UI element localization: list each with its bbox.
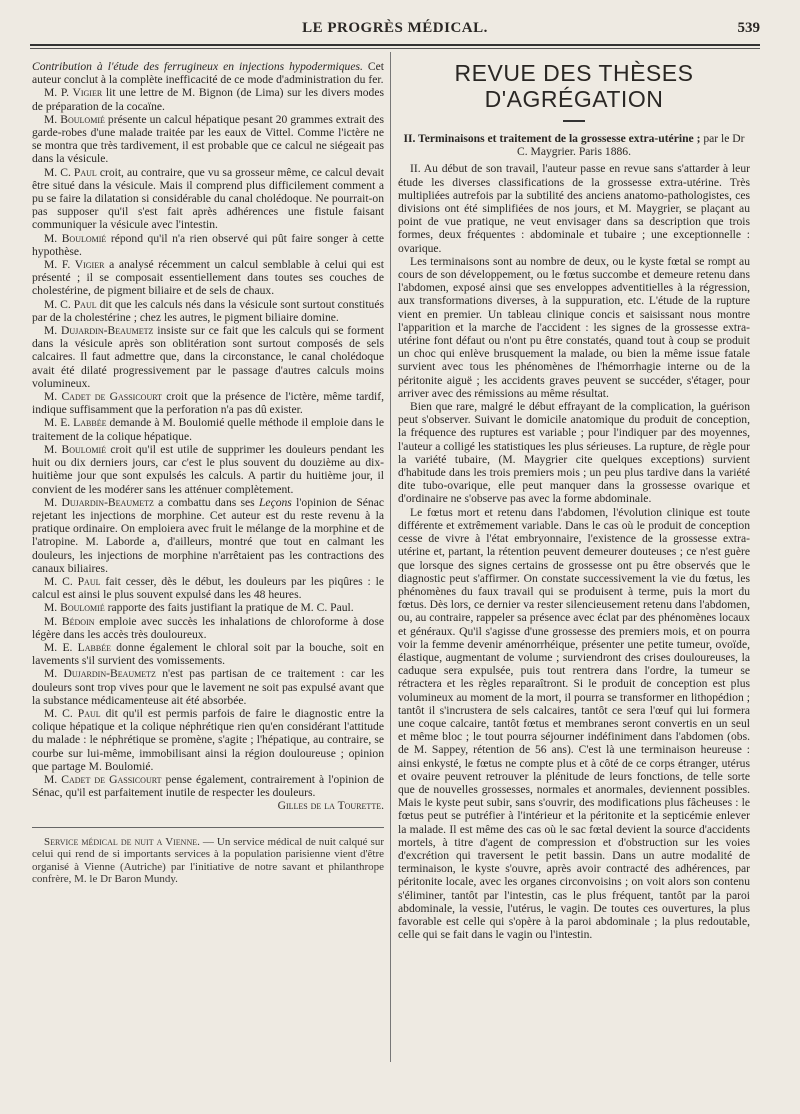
- news-separator: [32, 827, 384, 828]
- left-column: [32, 60, 384, 886]
- paragraph: II. Au début de son travail, l'auteur passe en revue sans s'attarder à leur étude les diverses classifications de la grossesse extra-utérine. Très multipliées autrefois par la subtilité des anciens anatomo-pathologistes, ces divisions ont été simplifiées de nos jours, et M. Maygrier, se plaçant au point de vue pratique, ne veut envisager dans sa description que trois formes, deux fréquentes : abdominale et tubaire ; une exceptionnelle : ovarique.: [398, 162, 750, 255]
- speaker-name: M. Boulomié: [44, 442, 107, 456]
- speaker-name: M. Cadet de Gassicourt: [44, 772, 162, 786]
- paragraph: M. Boulomié répond qu'il n'a rien observé qui pût faire songer à cette hypothèse.: [32, 231, 384, 258]
- paper-title: Contribution à l'étude des ferrugineux en injections hypodermiques.: [32, 60, 363, 73]
- speaker-name: M. F. Vigier: [44, 258, 105, 272]
- paragraph: M. Bédoin emploie avec succès les inhalations de chloroforme à dose légère dans les accès très douloureux.: [32, 614, 384, 641]
- speaker-name: M. Dujardin-Beaumetz: [44, 495, 154, 509]
- paragraph: Service médical de nuit a Vienne. — Un service médical de nuit calqué sur celui qui rend de si importants services à la population parisienne vient d'être organisé à Vienne (Autriche) par l'initiative de notre savant et philanthrope confrère, M. le Dr Baron Mundy.: [32, 835, 385, 886]
- speaker-name: M. Boulomié: [44, 601, 105, 615]
- paragraph: Contribution à l'étude des ferrugineux en injections hypodermiques. Cet auteur conclut à la complète inefficacité de ce mode d'administration du fer.: [32, 60, 384, 87]
- speaker-name: M. Boulomié: [44, 112, 105, 126]
- paragraph: M. Dujardin-Beaumetz n'est pas partisan de ce traitement : car les douleurs sont trop vives pour que le lavement ne soit pas expulsé avant que la substance médicamenteuse ait été absorbée.: [32, 667, 384, 707]
- speaker-name: M. C. Paul: [44, 574, 101, 588]
- paragraph: M. Dujardin-Beaumetz a combattu dans ses Leçons l'opinion de Sénac rejetant les injections de morphine. Cet auteur est du reste revenu à la pratique ordinaire. On emploiera avec fruit le mélange de la morphine et de l'atropine. M. Laborde a, d'ailleurs, montré que tout en calmant les douleurs, les injections de morphine n'arrêtaient pas les contractions des canaux biliaires.: [32, 495, 385, 575]
- right-column: [398, 60, 750, 941]
- work-title: Leçons: [258, 495, 292, 509]
- paragraph: M. P. Vigier lit une lettre de M. Bignon (de Lima) sur les divers modes de préparation de la cocaïne.: [32, 86, 384, 113]
- paragraph: M. E. Labbée demande à M. Boulomié quelle méthode il emploie dans le traitement de la colique hépatique.: [32, 416, 384, 443]
- paragraph: M. Boulomié présente un calcul hépatique pesant 20 grammes extrait des garde-robes d'une malade traitée par les eaux de Vittel. Comme l'ictère ne se montra que très tardivement, il est probable que ce calcul ne siégeait pas dans la vésicule.: [32, 112, 384, 166]
- section-rule: [563, 120, 585, 122]
- speaker-name: M. Dujardin-Beaumetz: [44, 324, 154, 338]
- speaker-name: M. P. Vigier: [44, 86, 103, 100]
- paragraph: M. F. Vigier a analysé récemment un calcul semblable à celui qui est présenté ; il se composait essentiellement dans toutes ses couches de cholestérine, de pigment biliaire et de sels de chaux.: [32, 258, 384, 298]
- page-number: 539: [737, 20, 760, 36]
- speaker-name: M. Dujardin-Beaumetz: [44, 667, 156, 681]
- speaker-name: M. E. Labbée: [44, 416, 107, 430]
- paragraph: M. C. Paul croit, au contraire, que vu sa grosseur même, ce calcul devait être situé dans la vésicule. Mais il comprend plus difficilement comment a pu se faire la dilatation si considérable du canal cholédoque. Ne pourrait-on pas supposer qu'il s'est fait après adhérences une fistule faisant communiquer la vésicule avec l'intestin.: [32, 165, 384, 232]
- speaker-name: M. C. Paul: [44, 706, 101, 720]
- article-title: II. Terminaisons et traitement de la grossesse extra-utérine ;: [403, 132, 701, 145]
- paragraph: M. Boulomié croit qu'il est utile de supprimer les douleurs pendant les huit ou dix derniers jours, car c'est le plus souvent du douzième au dix-huitième jour que sont expulsés les calculs. A partir du huitième jour, il convient de les modérer sans les atténuer complètement.: [32, 442, 384, 496]
- journal-title: LE PROGRÈS MÉDICAL.: [302, 20, 488, 36]
- paragraph: M. Boulomié rapporte des faits justifiant la pratique de M. C. Paul.: [44, 601, 354, 615]
- running-head: [30, 20, 760, 44]
- news-heading: Service médical de nuit a Vienne.: [44, 835, 200, 848]
- paragraph: Les terminaisons sont au nombre de deux, ou le kyste fœtal se rompt au cours de son développement, ou le fœtus succombe et demeure retenu dans l'abdomen, exposé ainsi que ses enveloppes adventitielles à la régression, aux transformations diverses, à la suppuration, etc. L'étude de la rupture vient en premier. Un tableau clinique concis et saisissant nous montre l'apparition et la marche de l'accident : les signes de la grossesse extra-utérine font défaut ou n'ont pu être constatés, quand tout à coup se produit un choc qui enlève brusquement la malade, ou bien la même issue fatale survient avec tous les phénomènes de l'hémorrhagie interne ou de la péritonite aiguë ; les accidents graves peuvent se succéder, s'étager, pour arriver avec des rémissions au même résultat.: [398, 254, 750, 400]
- article-heading: [398, 132, 750, 158]
- article-byline: par le Dr C. Maygrier. Paris 1886.: [517, 132, 745, 159]
- paragraph: Bien que rare, malgré le début effrayant de la complication, la guérison peut s'observer. Suivant le domicile anatomique du produit de conception, la fréquence des ruptures est variable ; pour l'indiquer par des moyennes, l'auteur a colligé les statistiques les plus sérieuses. La rupture, de règle pour la variété tubaire, (M. Maygrier cite quelques exceptions) survient d'habitude dans les trois premiers mois ; un peu plus tardive dans la variété dite tubo-ovarique, elle peut manquer dans la grossesse ovarique et d'ordinaire ne s'observe pas avec la forme abdominale.: [398, 400, 750, 506]
- speaker-name: M. Bédoin: [44, 614, 95, 628]
- paragraph: M. C. Paul dit qu'il est permis parfois de faire le diagnostic entre la colique hépatique et la colique néphrétique rien qu'en considérant l'attitude du malade : le néphrétique se promène, s'agite ; l'hépatique, au contraire, se courbe sur lui-même, immobilisant ainsi la région douloureuse ; opinion que partage M. Boulomié.: [32, 706, 384, 773]
- paragraph: M. C. Paul fait cesser, dès le début, les douleurs par les piqûres : le calcul est ainsi le plus souvent expulsé dans les 48 heures.: [32, 574, 384, 602]
- paragraph: M. Cadet de Gassicourt pense également, contrairement à l'opinion de Sénac, qu'il est parfaitement inutile de respecter les douleurs.: [32, 772, 384, 800]
- speaker-name: M. Boulomié: [44, 231, 107, 245]
- speaker-name: M. C. Paul: [44, 297, 97, 311]
- speaker-name: M. E. Labbée: [44, 640, 111, 654]
- paragraph: M. E. Labbée donne également le chloral soit par la bouche, soit en lavements s'il survient des vomissements.: [32, 640, 384, 668]
- paragraph: Le fœtus mort et retenu dans l'abdomen, l'évolution clinique est toute différente et extrêmement variable. Dans le cas où le produit de conception cesse de vivre à l'état embryonnaire, l'existence de la grossesse extra-utérine et, partant, la rétention peuvent demeurer douteuses ; ce n'est guère que lorsque des signes certains de grossesse ont pu être observés que le diagnostic peut s'affirmer. On constate successivement la vie du fœtus, les phénomènes du faux travail qui se produisent à terme, puis la mort du fœtus. Dès lors, ce dernier va rester silencieusement retenu dans l'abdomen, ou, au contraire, rappeler sa présence avec éclat par des phénomènes locaux et généraux. Qu'il s'agisse d'une grossesse des premiers mois, et on pourra voir la femme devenir aménorrhéique, présenter une petite tumeur, ovoïde, élastique, augmentant de volume ; surviendront des crises douloureuses, la caduque sera expulsée, puis tout rentrera dans l'ordre, la tumeur se rétractera et les règles reparaîtront. Si le produit de conception est plus volumineux au moment de la mort, il pourra se transformer en lithopédion ; tantôt il s'incrustera de sels calcaires, tantôt ce sera l'œuf qui lui formera une coque calcaire, tantôt fœtus et membranes seront convertis en un seul et même bloc ; le tout pourra séjourner indéfiniment dans l'abdomen (obs. de M. Sappey, rétention de 56 ans). C'est là une terminaison heureuse : ainsi enkysté, le fœtus ne compte plus et à côté de ce corps étranger, utérus et ovaire peuvent retrouver la plénitude de leurs fonctions, de telle sorte que de nouvelles grossesses, normales et anormales, deviennent possibles. Mais le kyste peut subir, sans s'ouvrir, des modifications plus fâcheuses : le fœtus peut se putréfier à l'intérieur et la péritonite et la septicémie enlever la malade. Il est même des cas où le sac fœtal devient la source d'accidents mortels, à titre d'agent de compression et d'obstruction sur les voies d'excrétion qui traversent le petit bassin. Dans un autre modalité de terminaison, le kyste s'ouvre, après avoir contracté des adhérences, par péritonite locale, avec les organes circonvoisins ; on voit alors son contenu s'éliminer, tantôt par l'intestin, cas le plus fréquent, tantôt par la paroi abdominale, la vessie, l'utérus, le vagin. De toutes ces ouvertures, la plus favorable est celle qui s'opère à la paroi abdominale ; la plus redoutable, celle qui se fait dans le vagin ou l'intestin.: [398, 505, 750, 942]
- section-title: REVUE DES THÈSES D'AGRÉGATION: [454, 60, 694, 112]
- paragraph: M. Dujardin-Beaumetz insiste sur ce fait que les calculs qui se forment dans la vésicule après son oblitération sont surtout composés de sels calcaires. Il faut admettre que, dans la circonstance, le canal cholédoque avait été dilaté progressivement par le passage d'autres calculs moins volumineux.: [32, 324, 384, 390]
- header-rule-thin: [30, 48, 760, 49]
- speaker-name: M. Cadet de Gassicourt: [44, 390, 162, 404]
- signature: Gilles de la Tourette.: [277, 799, 384, 813]
- news-item: [32, 836, 384, 886]
- paragraph: M. C. Paul dit que les calculs nés dans la vésicule sont surtout constitués par de la cholestérine ; chez les autres, le pigment biliaire domine.: [32, 297, 385, 324]
- column-divider: [390, 52, 391, 1062]
- paragraph: M. Cadet de Gassicourt croit que la présence de l'ictère, même tardif, indique suffisamment que la perforation n'a pas dû exister.: [32, 390, 384, 417]
- header-rule: [30, 44, 760, 46]
- speaker-name: M. C. Paul: [44, 165, 97, 179]
